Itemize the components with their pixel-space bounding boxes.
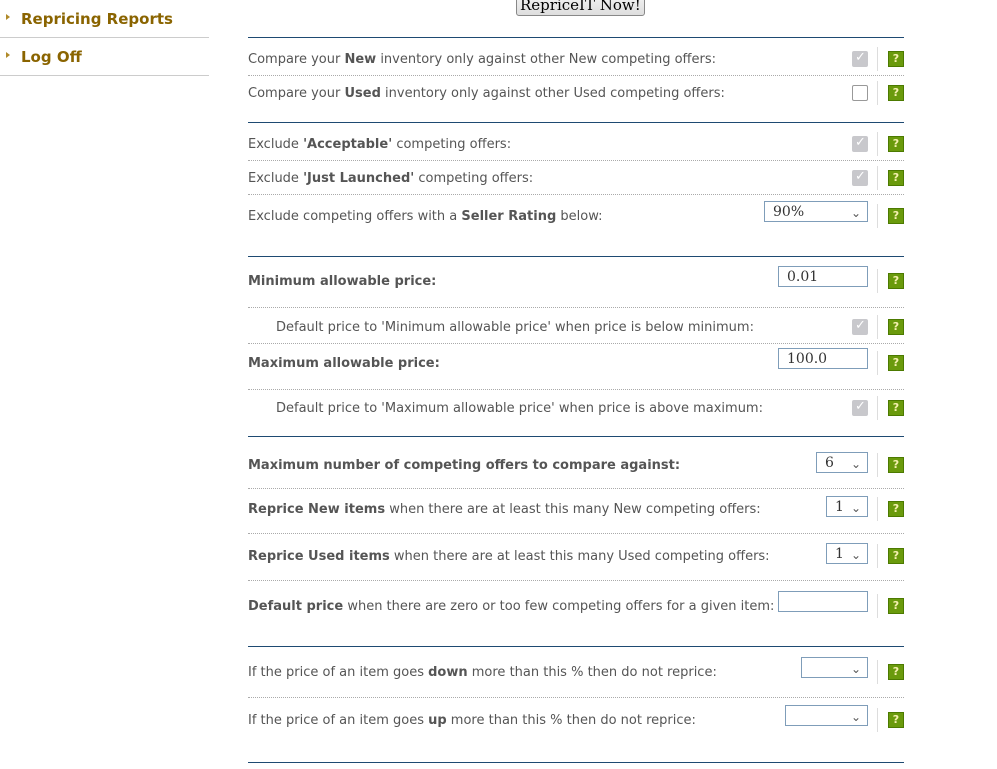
help-icon[interactable]: ? — [888, 51, 904, 67]
label-post: when there are at least this many Used competing offers: — [389, 549, 770, 564]
separator — [877, 351, 878, 375]
section-divider — [248, 122, 904, 123]
exclude-just-launched-checkbox[interactable] — [852, 170, 868, 186]
help-icon[interactable]: ? — [888, 501, 904, 517]
help-icon[interactable]: ? — [888, 598, 904, 614]
setting-label — [248, 356, 440, 371]
setting-label — [248, 52, 716, 67]
label-post: more than this % then do not reprice: — [467, 665, 717, 680]
separator — [877, 47, 878, 71]
setting-label — [248, 86, 725, 101]
setting-row-compare-used — [248, 84, 904, 104]
setting-row-default-min — [248, 318, 904, 338]
label-post: inventory only against other Used competing offers: — [380, 86, 725, 101]
compare-new-checkbox[interactable] — [852, 51, 868, 67]
down-limit-select[interactable] — [801, 657, 868, 678]
help-icon[interactable]: ? — [888, 712, 904, 728]
setting-label — [248, 458, 680, 473]
row-divider — [248, 533, 904, 534]
setting-row-default-price — [248, 597, 904, 617]
setting-label — [248, 599, 774, 614]
label-pre: If the price of an item goes — [248, 713, 429, 728]
help-icon[interactable]: ? — [888, 136, 904, 152]
arrow-right-icon — [6, 52, 10, 58]
field-value: 1 — [835, 499, 844, 515]
setting-row-exclude-acceptable — [248, 135, 904, 155]
section-divider — [248, 646, 904, 647]
label-post: inventory only against other New competing offers: — [376, 52, 716, 67]
setting-row-up-limit — [248, 711, 904, 731]
label-bold: Maximum allowable price: — [248, 356, 440, 371]
setting-label — [276, 401, 763, 416]
help-icon[interactable]: ? — [888, 355, 904, 371]
help-icon[interactable]: ? — [888, 319, 904, 335]
chevron-down-icon: ⌄ — [850, 206, 861, 220]
row-divider — [248, 697, 904, 698]
separator — [877, 660, 878, 684]
help-icon[interactable]: ? — [888, 170, 904, 186]
separator — [877, 544, 878, 568]
label-post: when there are zero or too few competing offers for a given item: — [343, 599, 775, 614]
setting-label — [248, 137, 511, 152]
row-divider — [248, 307, 904, 308]
label-bold: New — [344, 52, 377, 67]
label-bold: Reprice Used items — [248, 549, 390, 564]
separator — [877, 708, 878, 732]
separator — [877, 166, 878, 190]
setting-label — [248, 209, 603, 224]
help-icon[interactable]: ? — [888, 85, 904, 101]
help-icon[interactable]: ? — [888, 273, 904, 289]
setting-label — [248, 549, 770, 564]
help-icon[interactable]: ? — [888, 548, 904, 564]
separator — [877, 594, 878, 618]
label-pre: Default price to 'Maximum allowable price' when price is above maximum: — [276, 401, 763, 416]
label-post: competing offers: — [414, 171, 534, 186]
field-value: 100.0 — [787, 351, 828, 367]
label-bold: Default price — [248, 599, 344, 614]
row-divider — [248, 343, 904, 344]
field-value: 0.01 — [787, 269, 819, 285]
seller-rating-select[interactable] — [764, 201, 868, 222]
row-divider — [248, 488, 904, 489]
help-icon[interactable]: ? — [888, 208, 904, 224]
compare-used-checkbox[interactable] — [852, 85, 868, 101]
label-bold: Seller Rating — [461, 209, 557, 224]
label-pre: Compare your — [248, 86, 345, 101]
separator — [877, 497, 878, 521]
section-divider — [248, 762, 904, 763]
separator — [877, 204, 878, 228]
sidebar — [0, 0, 209, 76]
setting-row-max-price — [248, 351, 904, 374]
label-post: more than this % then do not reprice: — [446, 713, 696, 728]
setting-label — [248, 274, 436, 289]
setting-row-down-limit — [248, 663, 904, 683]
label-pre: Compare your — [248, 52, 345, 67]
row-divider — [248, 194, 904, 195]
setting-label — [248, 713, 696, 728]
help-icon[interactable]: ? — [888, 457, 904, 473]
label-bold: Reprice New items — [248, 502, 386, 517]
up-limit-select[interactable] — [785, 705, 868, 726]
chevron-down-icon: ⌄ — [850, 501, 861, 515]
section-divider — [248, 256, 904, 257]
chevron-down-icon: ⌄ — [850, 662, 861, 676]
row-divider — [248, 389, 904, 390]
sidebar-item-log-off[interactable] — [0, 38, 209, 76]
max-competing-select[interactable] — [816, 452, 868, 473]
row-divider — [248, 580, 904, 581]
setting-row-max-competing — [248, 456, 904, 476]
min-price-input[interactable] — [778, 266, 868, 287]
sidebar-item-label: Repricing Reports — [21, 10, 173, 28]
default-max-checkbox[interactable] — [852, 400, 868, 416]
separator — [877, 453, 878, 477]
field-value: 90% — [773, 204, 805, 220]
separator — [877, 315, 878, 339]
row-divider — [248, 160, 904, 161]
setting-row-seller-rating — [248, 204, 904, 227]
reprice-now-button[interactable]: RepriceIT Now! — [516, 0, 645, 16]
label-bold: 'Just Launched' — [303, 171, 415, 186]
setting-row-min-price — [248, 269, 904, 292]
separator — [877, 269, 878, 293]
setting-row-default-max — [248, 399, 904, 419]
help-icon[interactable]: ? — [888, 400, 904, 416]
label-bold: Used — [344, 86, 381, 101]
label-pre: Exclude competing offers with a — [248, 209, 462, 224]
setting-label — [248, 502, 761, 517]
label-bold: down — [428, 665, 468, 680]
help-icon[interactable]: ? — [888, 664, 904, 680]
label-bold: up — [428, 713, 447, 728]
separator — [877, 81, 878, 105]
setting-row-reprice-used — [248, 547, 904, 567]
sidebar-item-label: Log Off — [21, 48, 82, 66]
reprice-new-select[interactable] — [826, 496, 868, 517]
label-bold: Minimum allowable price: — [248, 274, 437, 289]
setting-row-compare-new — [248, 50, 904, 70]
row-divider — [248, 75, 904, 76]
field-value: 1 — [835, 546, 844, 562]
arrow-right-icon — [6, 14, 10, 20]
label-pre: Exclude — [248, 137, 304, 152]
separator — [877, 396, 878, 420]
setting-row-reprice-new — [248, 500, 904, 520]
setting-row-exclude-just-launched — [248, 169, 904, 189]
setting-label — [248, 171, 533, 186]
label-post: when there are at least this many New competing offers: — [385, 502, 761, 517]
chevron-down-icon: ⌄ — [850, 457, 861, 471]
label-bold: Maximum number of competing offers to compare against: — [248, 458, 681, 473]
label-pre: Default price to 'Minimum allowable price' when price is below minimum: — [276, 320, 754, 335]
label-pre: If the price of an item goes — [248, 665, 429, 680]
chevron-down-icon: ⌄ — [850, 710, 861, 724]
section-divider — [248, 436, 904, 437]
default-min-checkbox[interactable] — [852, 319, 868, 335]
section-divider — [248, 37, 904, 38]
label-pre: Exclude — [248, 171, 304, 186]
label-post: competing offers: — [392, 137, 512, 152]
exclude-acceptable-checkbox[interactable] — [852, 136, 868, 152]
chevron-down-icon: ⌄ — [850, 548, 861, 562]
separator — [877, 132, 878, 156]
default-price-input[interactable] — [778, 591, 868, 612]
field-value: 6 — [825, 455, 834, 471]
reprice-used-select[interactable] — [826, 543, 868, 564]
label-post: below: — [556, 209, 603, 224]
setting-label — [276, 320, 754, 335]
label-bold: 'Acceptable' — [303, 137, 393, 152]
setting-label — [248, 665, 717, 680]
max-price-input[interactable] — [778, 348, 868, 369]
sidebar-item-repricing-reports[interactable] — [0, 0, 209, 38]
